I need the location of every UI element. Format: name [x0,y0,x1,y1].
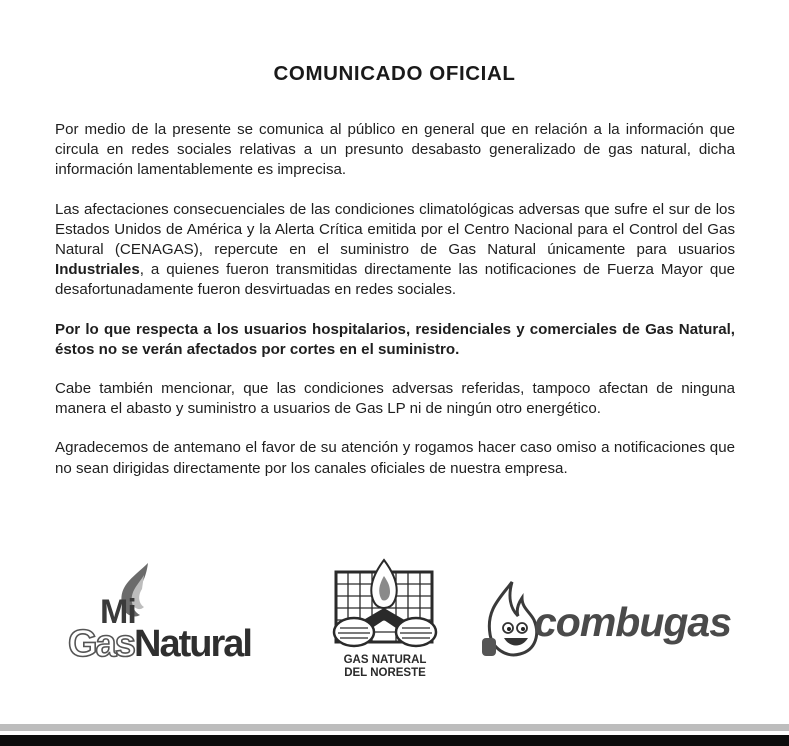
mi-text: Mi [100,593,136,631]
paragraph-2-part-2: , a quienes fueron transmitidas directamente las notificaciones de Fuerza Mayor que desafortunadamente fueron desvirtuadas en redes sociales. [55,261,735,299]
paragraph-1: Por medio de la presente se comunica al público en general que en relación a la información que circula en redes sociales relativas a un presunto desabasto generalizado de gas natural, dicha información lamentablemente es imprecisa. [55,121,735,179]
paragraph-2-industriales: Industriales [55,261,140,279]
gas-natural-noreste-logo [330,558,440,686]
footer-bar-black [0,735,789,746]
mi-gas-natural-logo [62,555,274,665]
logo-row [0,550,789,690]
footer-bar-gray [0,724,789,731]
gas-text: Gas [68,623,134,665]
combugas-logo [478,578,734,670]
paragraph-4: Cabe también mencionar, que las condiciones adversas referidas, tampoco afectan de ninguna manera el abasto y suministro a usuarios de Gas LP ni de ningún otro energético. [55,380,735,418]
noreste-line-1: GAS NATURAL [343,654,427,666]
statement-body [55,120,735,498]
paragraph-2-part-1: Las afectaciones consecuenciales de las condiciones climatológicas adversas que sufre el sur de los Estados Unidos de América y la Alerta Crítica emitida por el Centro Nacional para el Control del Gas Natural (CENAGAS), repercute en el suministro de Gas Natural únicamente para usuarios [55,200,735,259]
flame-mascot-icon [482,582,537,656]
combugas-wordmark: combugas [534,599,732,645]
natural-text: Natural [134,623,251,665]
page-title: COMUNICADO OFICIAL [273,62,516,85]
paragraph-2 [55,200,735,301]
noreste-line-2: DEL NORESTE [344,667,426,679]
paragraph-3: Por lo que respecta a los usuarios hospitalarios, residenciales y comerciales de Gas Natural, éstos no se verán afectados por cortes en el suministro. [55,320,735,358]
paragraph-5: Agradecemos de antemano el favor de su atención y rogamos hacer caso omiso a notificaciones que no sean dirigidas directamente por los canales oficiales de nuestra empresa. [55,439,735,477]
